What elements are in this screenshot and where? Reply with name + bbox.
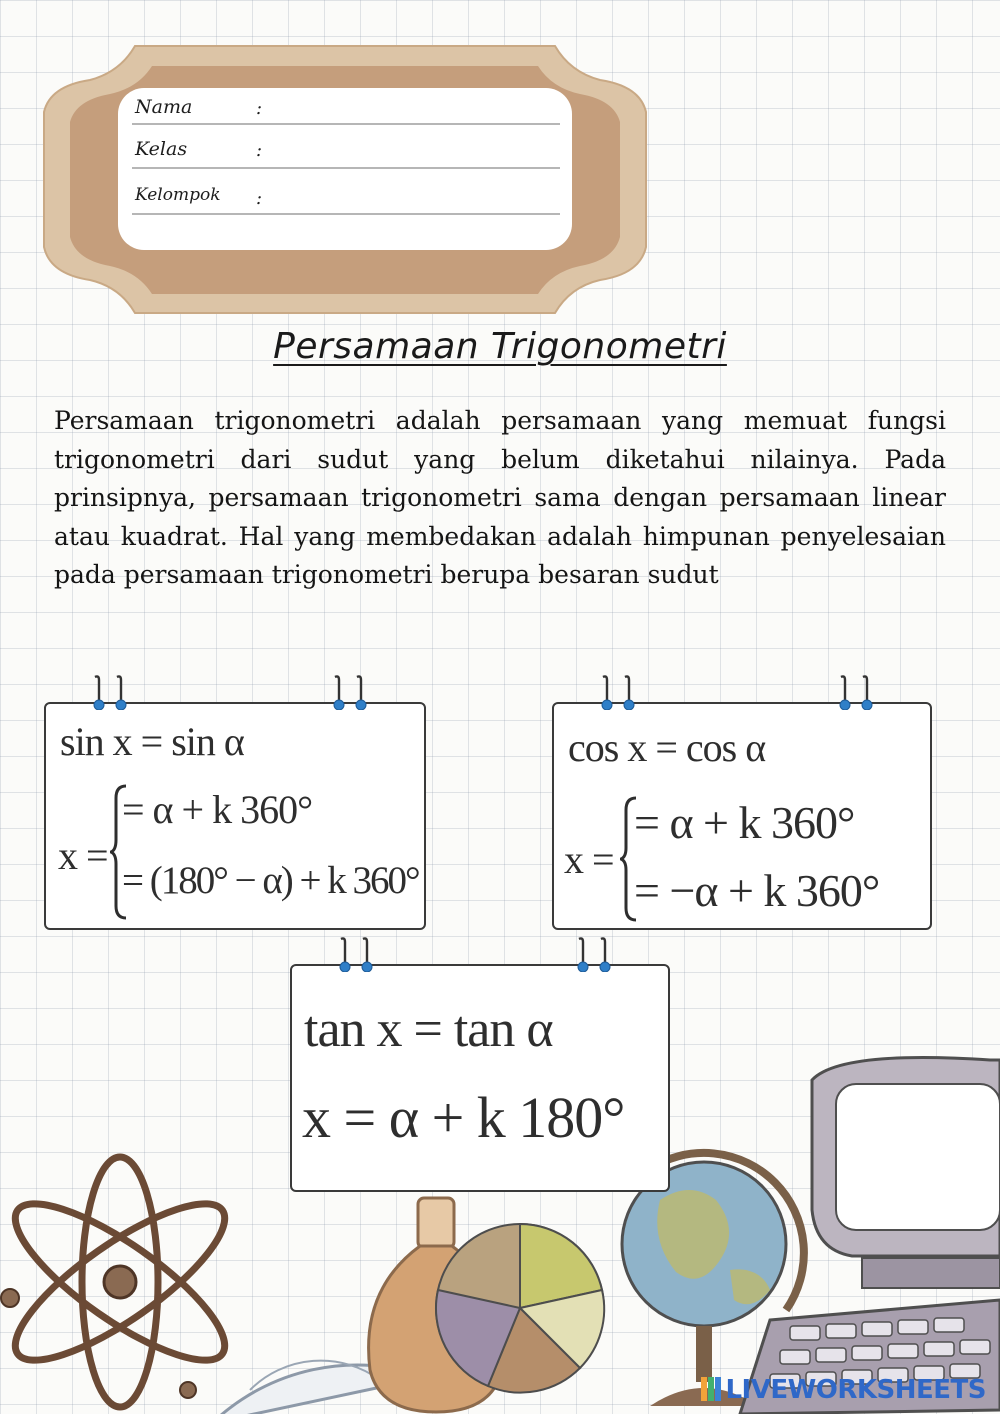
label-frame-shape bbox=[40, 42, 650, 317]
cos-equation: cos x = cos α bbox=[568, 725, 766, 770]
binder-ring-icon bbox=[860, 674, 874, 710]
field-colon-kelas: : bbox=[256, 140, 263, 161]
binder-ring-icon bbox=[354, 674, 368, 710]
cos-formula-card bbox=[552, 702, 932, 930]
sin-case-1: = α + k 360° bbox=[122, 787, 313, 832]
identity-label bbox=[40, 42, 650, 317]
page-title: Persamaan Trigonometri bbox=[273, 326, 727, 367]
sin-formula-card bbox=[44, 702, 426, 930]
sin-case-2: = (180° − α) + k 360° bbox=[122, 859, 419, 902]
tan-solution: x = α + k 180° bbox=[302, 1085, 625, 1150]
binder-ring-icon bbox=[598, 936, 612, 972]
cos-lhs: x = bbox=[564, 837, 614, 882]
binder-ring-icon bbox=[360, 936, 374, 972]
liveworksheets-logo-icon bbox=[701, 1377, 721, 1401]
intro-paragraph: Persamaan trigonometri adalah persamaan yang memuat fungsi trigonometri dari sudut yang belum diketahui nilainya. Pada prinsipnya, persamaan trigonometri sama dengan persamaan linear atau kuadrat. Hal yang membedakan adalah himpunan penyelesaian pada persamaan trigonometri berupa besaran sudut bbox=[54, 406, 946, 589]
sin-lhs: x = bbox=[58, 833, 108, 878]
binder-ring-icon bbox=[338, 936, 352, 972]
pie-chart-icon bbox=[436, 1224, 604, 1393]
field-label-kelas: Kelas bbox=[135, 138, 188, 160]
field-colon-kelompok: : bbox=[256, 188, 263, 209]
liveworksheets-brand[interactable] bbox=[701, 1375, 986, 1405]
tan-equation: tan x = tan α bbox=[304, 1001, 553, 1058]
cos-case-1: = α + k 360° bbox=[634, 797, 855, 848]
cos-case-2: = −α + k 360° bbox=[634, 865, 880, 916]
field-colon-nama: : bbox=[256, 98, 263, 119]
atom-icon bbox=[0, 1157, 244, 1407]
field-label-nama: Nama bbox=[135, 96, 193, 118]
binder-ring-icon bbox=[622, 674, 636, 710]
field-label-kelompok: Kelompok bbox=[135, 185, 221, 205]
brand-text: LIVEWORKSHEETS bbox=[725, 1375, 986, 1405]
binder-ring-icon bbox=[92, 674, 106, 710]
binder-ring-icon bbox=[332, 674, 346, 710]
tan-formula-card bbox=[290, 964, 670, 1192]
sin-equation: sin x = sin α bbox=[60, 719, 244, 764]
binder-ring-icon bbox=[114, 674, 128, 710]
binder-ring-icon bbox=[838, 674, 852, 710]
binder-ring-icon bbox=[600, 674, 614, 710]
binder-ring-icon bbox=[576, 936, 590, 972]
